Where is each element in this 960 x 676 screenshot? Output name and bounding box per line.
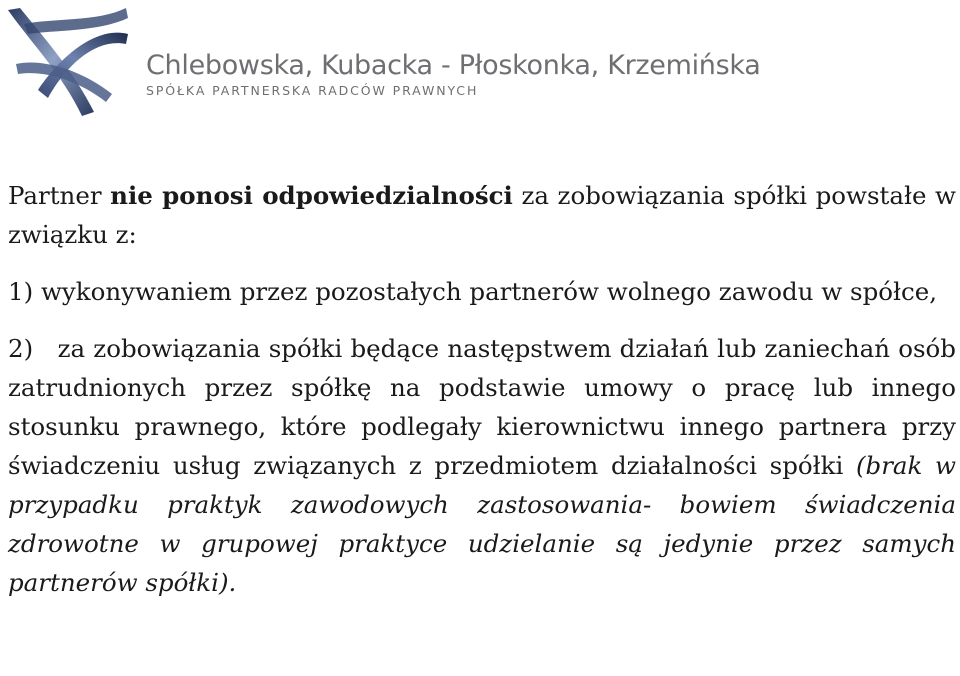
firm-name: Chlebowska, Kubacka - Płoskonka, Krzemińska <box>146 50 761 81</box>
list-item-note: (brak w przypadku praktyk zawodowych zastosowania- bowiem świadczenia zdrowotne w grupowej praktyce udzielanie są jedynie przez samych partnerów spółki). <box>8 451 956 597</box>
intro-prefix: Partner <box>8 181 102 210</box>
intro-suffix: za zobowiązania spółki powstałe w związku z: <box>8 181 956 249</box>
list-item-1 <box>8 272 956 311</box>
list-item-text: za zobowiązania spółki będące następstwem działań lub zaniechań osób zatrudnionych przez spółkę na podstawie umowy o pracę lub innego stosunku prawnego, które podlegały kierownictwu innego partnera przy świadczeniu usług związanych z przedmiotem działalności spółki <box>8 334 956 480</box>
list-item-2 <box>8 329 956 602</box>
list-item-number: 2) <box>8 334 34 363</box>
list-item-text: wykonywaniem przez pozostałych partnerów wolnego zawodu w spółce, <box>40 277 937 306</box>
intro-emphasis: nie ponosi odpowiedzialności <box>110 181 513 210</box>
ribbon-logo-icon <box>2 4 134 122</box>
letterhead <box>0 0 960 140</box>
intro-paragraph <box>8 176 956 254</box>
list-item-number: 1) <box>8 277 34 306</box>
firm-subtitle: SPÓŁKA PARTNERSKA RADCÓW PRAWNYCH <box>146 83 479 98</box>
document-body <box>8 176 956 602</box>
